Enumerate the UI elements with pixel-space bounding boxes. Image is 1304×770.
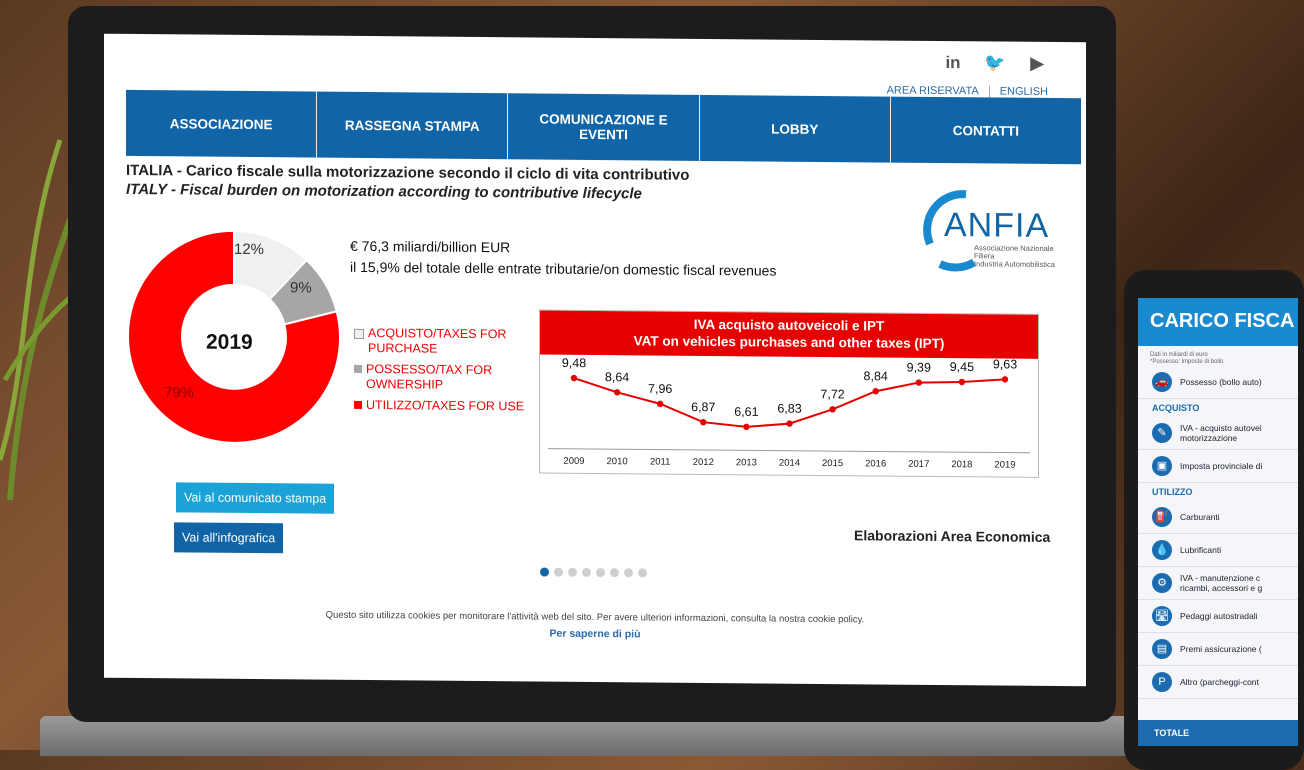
line-point	[1002, 376, 1008, 382]
data-label: 6,83	[777, 401, 802, 416]
donut-center-label: 2019	[206, 330, 253, 355]
legend-swatch	[354, 401, 362, 409]
data-label: 8,84	[863, 369, 888, 384]
carousel-dot[interactable]	[596, 568, 605, 577]
donut-chart	[126, 212, 342, 446]
line-point	[657, 401, 663, 407]
nav-item-associazione[interactable]: ASSOCIAZIONE	[126, 90, 317, 158]
cookie-more-link[interactable]: Per saperne di più	[549, 627, 641, 641]
pen-icon: ✎	[1152, 423, 1172, 443]
x-tick-label: 2014	[778, 457, 801, 469]
x-tick-label: 2010	[606, 456, 628, 468]
laptop-screen	[104, 34, 1086, 687]
phone-list	[1138, 366, 1298, 699]
carousel-dot[interactable]	[554, 568, 563, 577]
phone-list-label: Carburanti	[1180, 512, 1220, 522]
phone-list-item[interactable]	[1138, 417, 1298, 450]
phone-list-label: Lubrificanti	[1180, 545, 1222, 555]
revenue-share: il 15,9% del totale delle entrate tributarie/on domestic fiscal revenues	[350, 258, 777, 279]
carousel-dot[interactable]	[624, 568, 633, 577]
x-tick-label: 2016	[865, 458, 887, 470]
legend-item-ownership: POSSESSO/TAX FOR OWNERSHIP	[354, 362, 524, 393]
data-label: 9,63	[992, 357, 1018, 372]
phone-list-label: Pedaggi autostradali	[1180, 611, 1258, 621]
document-icon: ▣	[1152, 456, 1172, 476]
line-point	[873, 388, 879, 394]
carousel-dot[interactable]	[610, 568, 619, 577]
line-point	[614, 389, 620, 395]
slice-label-ownership: 9%	[290, 279, 312, 297]
area-riservata-link[interactable]: AREA RISERVATA	[886, 84, 979, 98]
data-label: 8,64	[604, 370, 630, 385]
x-tick-label: 2018	[951, 459, 973, 471]
parking-icon: P	[1152, 672, 1172, 692]
phone-list-label: Premi assicurazione (	[1180, 644, 1262, 654]
x-tick-label: 2011	[649, 456, 671, 468]
main-nav	[126, 90, 1081, 164]
carousel-dot[interactable]	[638, 568, 647, 577]
phone-total: TOTALE	[1138, 720, 1298, 746]
nav-item-contatti[interactable]: CONTATTI	[952, 122, 1020, 139]
line-chart-title: IVA acquisto autoveicoli e IPT	[693, 316, 885, 334]
slide-title-en: ITALY - Fiscal burden on motorization according to contributive lifecycle	[126, 180, 642, 203]
total-amount: € 76,3 miliardi/billion EUR	[350, 237, 511, 256]
donut-legend	[354, 326, 524, 420]
data-label: 9,48	[561, 355, 587, 371]
x-tick-label: 2015	[822, 457, 844, 470]
legend-item-use: UTILIZZO/TAXES FOR USE	[354, 398, 524, 414]
x-tick-label: 2012	[692, 456, 714, 469]
drop-icon: 💧	[1152, 540, 1172, 560]
line-point	[700, 419, 706, 425]
phone-list-item[interactable]	[1138, 633, 1298, 666]
road-icon: 🛣	[1152, 606, 1172, 626]
phone-list-label: Possesso (bollo auto)	[1180, 377, 1262, 387]
slice-label-purchase: 12%	[234, 240, 265, 259]
legend-swatch	[354, 329, 364, 339]
nav-item-comunicazione-eventi[interactable]: COMUNICAZIONE E EVENTI	[508, 93, 699, 161]
carousel-dot[interactable]	[568, 568, 577, 577]
phone-list-label: IVA - manutenzione c ricambi, accessori e g	[1180, 573, 1263, 593]
x-tick-label: 2009	[563, 455, 585, 467]
phone-list-item[interactable]	[1138, 366, 1298, 399]
phone-list-label: Altro (parcheggi-cont	[1180, 677, 1259, 687]
line-point	[829, 406, 835, 412]
slice-label-use: 79%	[164, 384, 195, 402]
vat-line-chart	[539, 310, 1039, 478]
youtube-icon[interactable]: ▶	[1030, 53, 1044, 73]
phone-list-item[interactable]	[1138, 501, 1298, 534]
carousel-dot[interactable]	[540, 568, 549, 577]
data-label: 7,72	[820, 387, 845, 402]
credit-text: Elaborazioni Area Economica	[854, 527, 1051, 545]
phone-section-header: UTILIZZO	[1152, 487, 1193, 497]
phone-section-header: ACQUISTO	[1152, 403, 1200, 413]
anfia-logo	[916, 184, 1066, 275]
data-label: 9,45	[949, 359, 975, 375]
line-point	[743, 424, 749, 430]
social-links	[942, 53, 1048, 74]
legend-swatch	[354, 365, 362, 373]
data-label: 7,96	[648, 381, 673, 396]
data-label: 6,61	[734, 404, 759, 419]
phone-list-item[interactable]	[1138, 567, 1298, 600]
gear-icon: ⚙	[1152, 573, 1172, 593]
data-label: 9,39	[906, 360, 931, 375]
data-label: 6,87	[691, 400, 716, 415]
phone-list-label: IVA - acquisto autovei motorizzazione	[1180, 423, 1262, 443]
line-point	[571, 375, 577, 381]
anfia-logo-word: ANFIA	[944, 206, 1050, 245]
x-tick-label: 2017	[908, 458, 930, 470]
linkedin-icon[interactable]: in	[945, 53, 961, 73]
line-chart-svg	[540, 311, 1038, 477]
slide-title-it: ITALIA - Carico fiscale sulla motorizzazione secondo il ciclo di vita contributivo	[126, 161, 690, 184]
receipt-icon: ▤	[1152, 639, 1172, 659]
line-point	[959, 379, 965, 385]
line-point	[916, 379, 922, 385]
x-tick-label: 2019	[994, 459, 1016, 471]
fuel-icon: ⛽	[1152, 507, 1172, 527]
phone-title: CARICO FISCA	[1138, 298, 1298, 346]
line-chart-subtitle: VAT on vehicles purchases and other taxes (IPT)	[633, 333, 945, 352]
phone-screen	[1138, 298, 1298, 746]
twitter-icon[interactable]: 🐦	[984, 53, 1006, 73]
phone-list-label: Imposta provinciale di	[1180, 461, 1263, 471]
car-icon: 🚗	[1152, 372, 1172, 392]
phone-list-item[interactable]	[1138, 534, 1298, 567]
phone-note: Dati in miliardi di euro *Possesso: imposte di bollo	[1150, 352, 1224, 365]
phone-list-item[interactable]	[1138, 450, 1298, 483]
phone-list-item[interactable]	[1138, 666, 1298, 699]
laptop-base	[40, 716, 1150, 756]
nav-item-rassegna-stampa[interactable]: RASSEGNA STAMPA	[317, 92, 508, 160]
anfia-logo-subtitle: Associazione Nazionale Filiera Industria Automobilistica	[974, 243, 1055, 270]
carousel-dots	[540, 568, 647, 578]
legend-item-purchase: ACQUISTO/TAXES FOR PURCHASE	[354, 326, 524, 357]
nav-item-lobby[interactable]: LOBBY	[700, 95, 891, 163]
x-axis	[548, 449, 1030, 453]
carousel-dot[interactable]	[582, 568, 591, 577]
x-tick-label: 2013	[735, 457, 757, 469]
line-point	[786, 420, 792, 426]
phone-list-item[interactable]	[1138, 600, 1298, 633]
press-release-button[interactable]: Vai al comunicato stampa	[176, 482, 334, 513]
cookie-notice: Questo sito utilizza cookies per monitorare l'attività web del sito. Per avere ulteriori informazioni, consulta la nostra cookie policy.	[325, 609, 865, 626]
english-link[interactable]: ENGLISH	[999, 85, 1048, 98]
infographic-button[interactable]: Vai all'infografica	[174, 522, 283, 553]
